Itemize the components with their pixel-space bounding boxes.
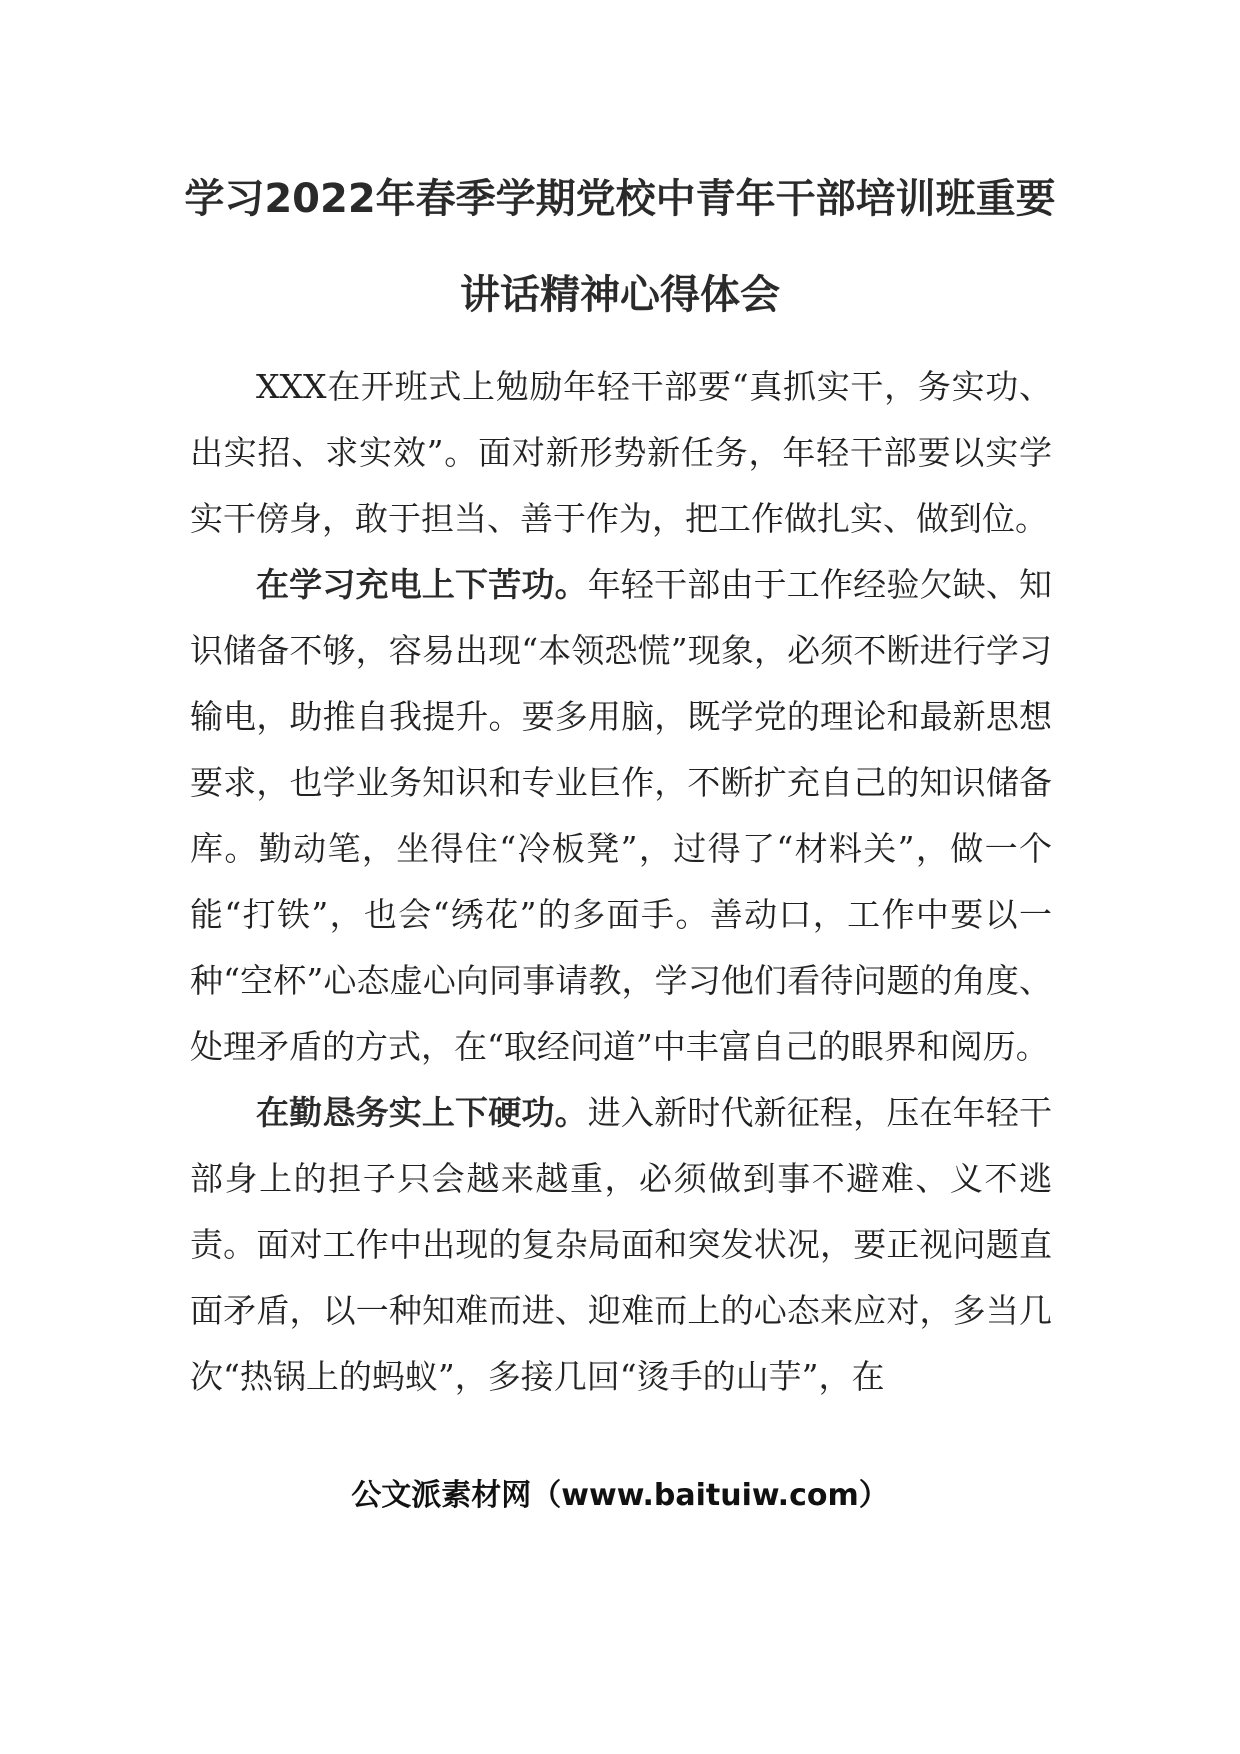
paragraph-study-heading: 在学习充电上下苦功。 [256,565,588,604]
document-title-line-2: 讲话精神心得体会 [460,272,780,318]
paragraph-intro-text: XXX在开班式上勉励年轻干部要“真抓实干，务实功、出实招、求实效”。面对新形势新任务，年轻干部要以实学实干傍身，敢于担当、善于作为，把工作做扎实、做到位。 [190,367,1052,538]
paragraph-diligence-text: 进入新时代新征程，压在年轻干部身上的担子只会越来越重，必须做到事不避难、义不逃责。面对工作中出现的复杂局面和突发状况，要正视问题直面矛盾，以一种知难而进、迎难而上的心态来应对，多当几次“热锅上的蚂蚁”，多接几回“烫手的山芋”，在 [190,1093,1053,1396]
paragraph-diligence [190,1080,1052,1410]
paragraph-diligence-heading: 在勤恳务实上下硬功。 [256,1093,588,1132]
paragraph-study [190,552,1052,1080]
document-body [190,354,1052,1410]
paragraph-study-text: 年轻干部由于工作经验欠缺、知识储备不够，容易出现“本领恐慌”现象，必须不断进行学习输电，助推自我提升。要多用脑，既学党的理论和最新思想要求，也学业务知识和专业巨作，不断扩充自己的知识储备库。勤动笔，坐得住“冷板凳”，过得了“材料关”，做一个能“打铁”，也会“绣花”的多面手。善动口，工作中要以一种“空杯”心态虚心向同事请教，学习他们看待问题的角度、处理矛盾的方式，在“取经问道”中丰富自己的眼界和阅历。 [190,565,1053,1066]
document-title-line-1: 学习2022年春季学期党校中青年干部培训班重要 [184,176,1056,222]
paragraph-intro [190,354,1052,552]
footer-source: 公文派素材网（www.baituiw.com） [351,1478,889,1513]
